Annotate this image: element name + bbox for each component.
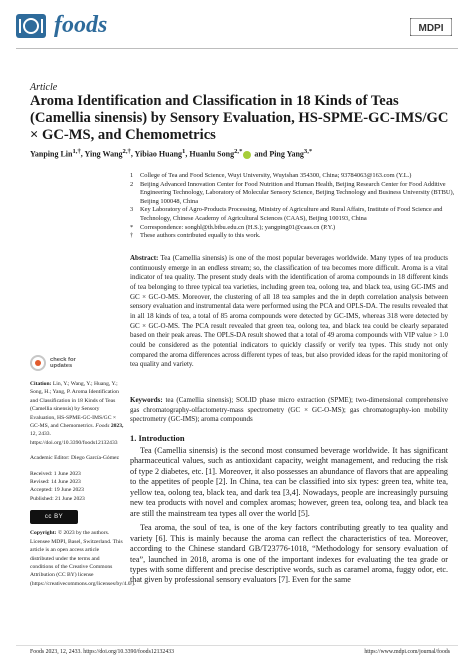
citation-year: 2023, [110, 423, 124, 430]
orcid-icon[interactable] [243, 151, 251, 159]
published-date: Published: 21 June 2023 [30, 495, 85, 502]
section-heading: 1. Introduction [130, 433, 185, 443]
cc-by-license-badge[interactable]: cc BY [30, 510, 78, 524]
author-name[interactable]: Ying Wang [84, 149, 123, 159]
body-paragraph: Tea (Camellia sinensis) is the second most consumed beverage worldwide. It has significant pharmaceutical values, such as antioxidant capacity, weight management, and reducing the risk of type 2 diabetes, etc. [1]. Moreover, it also possesses an abundance of flavors that are appealing to the appetites of people [2]. In China, tea can be classified into six types: green tea, white tea, yellow tea, oolong tea, black tea, and dark tea [3,4]. Nowadays, people are increasingly pursuing new tea products with novel and complex aromas; however, green tea, oolong tea, and black tea are still the mainstream tea types all over the world [5]. [130, 446, 448, 518]
editor-name: García-Gómez [86, 455, 120, 462]
author-affiliation: 3,* [303, 148, 313, 155]
author-name[interactable]: Huanlu Song [189, 149, 235, 159]
revised-date: Revised: 14 June 2023 [30, 479, 81, 486]
affiliation-row [130, 172, 460, 181]
header-divider [16, 48, 458, 49]
affiliation-text: Correspondence: songhl@th.btbu.edu.cn (H.S.); yangping01@caas.cn (P.Y.) [140, 223, 336, 231]
publisher-text: MDPI [418, 23, 444, 34]
affiliation-row [130, 232, 460, 241]
article-type: Article [30, 82, 58, 93]
affiliation-mark: 2 [130, 180, 134, 188]
author-affiliation: 1,† [72, 148, 81, 155]
affiliation-row [130, 181, 460, 207]
affiliation-text: Beijing Advanced Innovation Center for Food Nutrition and Human Health, Beijing Research Center for Food Additive Engineering Technology, Laboratory of Molecular Sensory Science, Beijing Technology and Business University (BTBU), Beijing 100048, China [140, 180, 455, 205]
foods-journal-icon [16, 14, 46, 38]
abstract [130, 254, 448, 370]
keywords-label: Keywords: [130, 396, 163, 404]
author-list: Yanping Lin$^{1,\dagger}$, Ying Wang$^{2,\dagger}$, Yibiao Huang$^1$, Huanlu Song$^{2,*}$ and Ping Yang$^{3,*}$ [30, 148, 313, 159]
citation-volume: 12, 2433. [30, 431, 51, 438]
journal-name: foods [54, 12, 108, 38]
and-word: and [254, 149, 268, 159]
keywords-text: tea (Camellia sinensis); SOLID phase micro extraction (SPME); two-dimensional comprehensive gas chromatography-olfactometry-mass spectrometry (GC × GC-O-MS); gas chromatography-ion mobility spectrometry (GC-IMS); aroma compounds [130, 396, 448, 424]
affiliation-row [130, 206, 460, 223]
introduction-body [130, 446, 448, 590]
abstract-label: Abstract: [130, 254, 159, 262]
author-affiliation: 1 [182, 148, 186, 155]
dates-block [30, 470, 124, 504]
footer-journal-url[interactable]: https://www.mdpi.com/journal/foods [364, 649, 450, 655]
editor-label: Academic Editor: Diego [30, 455, 85, 462]
author-name[interactable]: Ping Yang [269, 149, 304, 159]
copyright-block [30, 529, 136, 588]
author-affiliation: 2,† [122, 148, 131, 155]
affiliation-text: College of Tea and Food Science, Wuyi University, Wuyishan 354300, China; 93784063@163.com (Y.L.) [140, 172, 412, 179]
copyright-text: © 2023 by the authors. Licensee MDPI, Basel, Switzerland. This article is an open access article distributed under the terms and conditions of the Creative Commons Attribution (CC BY) license (https://creativecommons.org/licenses/by/4.0/). [30, 530, 136, 587]
check-updates-label [50, 357, 76, 370]
received-date: Received: 1 June 2023 [30, 470, 81, 477]
body-paragraph: Tea aroma, the soul of tea, is one of the key factors contributing greatly to tea quality and variety [6]. This is mainly because the aroma can reflect the characteristics of tea. Moreover, according to the Chinese standard GB/T23776-1018, “Methodology for sensory evaluation of tea”, launched in 2018, aroma is one of the important indexes for evaluating the tea grade or types with some different and precise descriptive words, such as caramel aroma, fuggy odor, etc. that given by professional sensory evaluators [7]. Even for the same [130, 523, 448, 585]
article-info-sidebar [30, 380, 136, 595]
author-affiliation: 2,* [234, 148, 243, 155]
citation-doi-link[interactable]: https://doi.org/10.3390/foods12132433 [30, 439, 118, 446]
citation-journal: Foods [95, 423, 110, 430]
check-for-updates-button[interactable] [30, 352, 100, 374]
accepted-date: Accepted: 19 June 2023 [30, 487, 84, 494]
copyright-label: Copyright: [30, 530, 57, 537]
affiliation-text: Key Laboratory of Agro-Products Processing, Ministry of Agriculture and Rural Affairs, Institute of Food Science and Technology, Chinese Academy of Agricultural Sciences (CAAS), Beijing 100193, China [140, 206, 443, 222]
author-name[interactable]: Yibiao Huang [134, 149, 183, 159]
affiliation-mark: * [130, 223, 134, 231]
affiliation-row [130, 224, 460, 233]
abstract-text: Tea (Camellia sinensis) is one of the most popular beverages worldwide. Many types of tea products continuously emerge in an endless stream; so, the classification of tea becomes more difficult. Aroma is a vital indicator of tea quality. The present study deals with the identification of aroma compounds in 18 different kinds of tea belonging to three typical tea varieties, including green tea, oolong tea, and black tea, using GC-IMS and GC × GC-O-MS. Moreover, the clustering of all 18 tea samples and the in depth correlation analysis between sensory evaluation and instrumental data were performed using the PCA and OPLS-DA. The results revealed that in all 18 kinds of tea, a total of 85 aroma compounds were detected by GC-IMS, whereas 318 were detected by GC × GC-O-MS. The PCA result revealed that green tea, oolong tea, and black tea could be clearly separated based on their peak areas. The OPLS-DA result showed that a total of 49 aroma compounds with VIP value > 1.0 could be considered as the potential indicators to quickly classify or verify tea types. This study not only compared the aroma differences across different types of teas, but also provided ideas for the rapid monitoring of tea quality and variety. [130, 254, 448, 369]
citation-text: Lin, Y.; Wang, Y.; Huang, Y.; Song, H.; Yang, P. Aroma Identification and Classification in 18 Kinds of Teas (Camellia sinensis) by Sensory Evaluation, HS-SPME-GC-IMS/GC × GC-MS, and Chemometrics. [30, 381, 119, 430]
affiliation-mark: 1 [130, 172, 134, 179]
affiliation-mark: 3 [130, 206, 134, 214]
footer-divider [16, 645, 458, 646]
affiliation-text: These authors contributed equally to this work. [140, 232, 261, 240]
affiliations [130, 172, 460, 241]
editor-block [30, 454, 124, 462]
mdpi-logo [410, 18, 452, 36]
keywords [130, 396, 448, 425]
check-updates-icon [30, 355, 46, 371]
article-title: Aroma Identification and Classification in 18 Kinds of Teas (Camellia sinensis) by Sensory Evaluation, HS-SPME-GC-IMS/GC × GC-MS, and Chemometrics [30, 93, 449, 143]
footer-citation[interactable]: Foods 2023, 12, 2433. https://doi.org/10.3390/foods12132433 [30, 649, 175, 655]
citation-label: Citation: [30, 381, 52, 387]
check-updates-line1: check for [50, 356, 76, 363]
author-name[interactable]: Yanping Lin [30, 149, 73, 159]
citation-block [30, 380, 124, 447]
affiliation-mark: † [130, 232, 134, 240]
check-updates-line2: updates [50, 363, 73, 369]
